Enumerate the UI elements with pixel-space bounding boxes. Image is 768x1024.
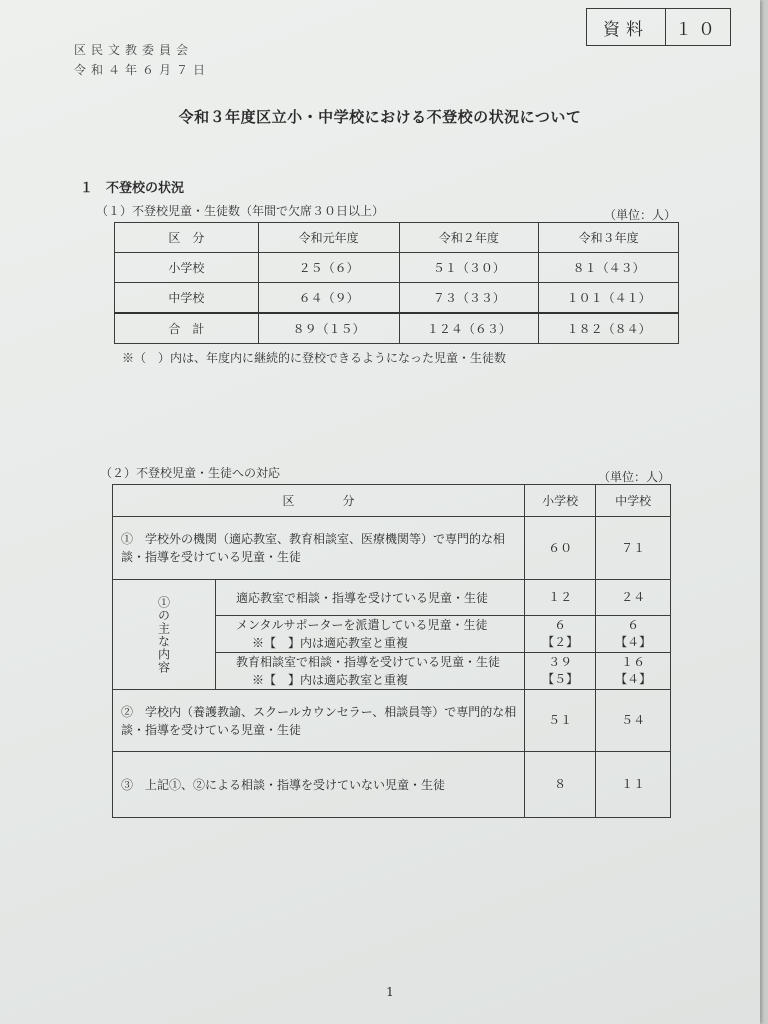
- row3-junior: １１: [596, 752, 671, 818]
- detail-elementary-overlap: 【５】: [542, 672, 579, 686]
- reference-number: １０: [675, 19, 721, 40]
- detail-junior-cell: [596, 616, 671, 653]
- detail-elementary: ３９: [548, 655, 573, 669]
- row2-elementary: ５１: [525, 690, 596, 752]
- table-row: [115, 253, 679, 283]
- row-label: 中学校: [115, 283, 259, 314]
- table-row: [115, 283, 679, 314]
- detail-note: ※【 】内は適応教室と重複: [252, 673, 409, 687]
- row-label: 合 計: [115, 313, 259, 344]
- detail-junior-cell: [596, 653, 671, 690]
- header-r2: 令和２年度: [399, 223, 539, 253]
- detail-junior-overlap: 【４】: [615, 672, 652, 686]
- detail-junior-overlap: 【４】: [615, 635, 652, 649]
- detail-text: 適応教室で相談・指導を受けている児童・生徒: [216, 580, 525, 616]
- header-r1: 令和元年度: [258, 223, 399, 253]
- row1-junior: ７１: [596, 517, 671, 580]
- table-row-total: [115, 313, 679, 344]
- row3-elementary: ８: [525, 752, 596, 818]
- absence-count-table: [114, 222, 679, 344]
- header-junior: 中学校: [596, 485, 671, 517]
- document-title: 令和３年度区立小・中学校における不登校の状況について: [178, 108, 582, 126]
- detail-junior: １６: [621, 655, 646, 669]
- sub2-title: （２）不登校児童・生徒への対応: [100, 466, 281, 480]
- row1-text: ① 学校外の機関（適応教室、教育相談室、医療機関等）で専門的な相談・指導を受けている児童・生徒: [113, 517, 525, 580]
- detail-elementary-cell: [525, 616, 596, 653]
- reference-box: [586, 8, 731, 46]
- table-row: [113, 690, 671, 752]
- detail-elementary: ６: [554, 618, 567, 632]
- cell-value: ７３（３３）: [399, 283, 539, 314]
- header-r3: 令和３年度: [539, 223, 679, 253]
- header-category: 区 分: [115, 223, 259, 253]
- row3-text: ③ 上記①、②による相談・指導を受けていない児童・生徒: [113, 752, 525, 818]
- table-header-row: [113, 485, 671, 517]
- sub2-unit: （単位：人）: [598, 470, 671, 484]
- table-row: [113, 580, 671, 616]
- detail-text: 教育相談室で相談・指導を受けている児童・生徒: [236, 655, 501, 669]
- main-content-label-cell: [113, 580, 216, 690]
- table-row: [113, 752, 671, 818]
- cell-value: ８１（４３）: [539, 253, 679, 283]
- detail-elementary-cell: [525, 653, 596, 690]
- main-content-label: ①の主な内容: [156, 595, 171, 674]
- detail-cell: [216, 616, 525, 653]
- header-category: 区 分: [113, 485, 525, 517]
- table-row: [113, 517, 671, 580]
- row2-text: ② 学校内（養護教諭、スクールカウンセラー、相談員等）で専門的な相談・指導を受けている児童・生徒: [113, 690, 525, 752]
- cell-value: ２５（６）: [258, 253, 399, 283]
- detail-elementary: １２: [525, 580, 596, 616]
- support-table: [112, 484, 671, 818]
- cell-value: ８９（１５）: [258, 313, 399, 344]
- table-header-row: [115, 223, 679, 253]
- cell-value: ５１（３０）: [399, 253, 539, 283]
- cell-value: １８２（８４）: [539, 313, 679, 344]
- detail-junior: ６: [627, 618, 640, 632]
- section1-heading: １ 不登校の状況: [80, 181, 185, 196]
- sub1-note: ※（ ）内は、年度内に継続的に登校できるようになった児童・生徒数: [122, 351, 507, 365]
- row2-junior: ５４: [596, 690, 671, 752]
- detail-junior: ２４: [596, 580, 671, 616]
- reference-label: 資料: [587, 9, 666, 45]
- detail-cell: [216, 653, 525, 690]
- detail-note: ※【 】内は適応教室と重複: [252, 636, 409, 650]
- page-number: 1: [386, 985, 394, 999]
- detail-elementary-overlap: 【２】: [542, 635, 579, 649]
- row1-elementary: ６０: [525, 517, 596, 580]
- cell-value: １０１（４１）: [539, 283, 679, 314]
- row-label: 小学校: [115, 253, 259, 283]
- document-date: 令和４年６月７日: [74, 63, 211, 77]
- sub1-unit: （単位：人）: [604, 208, 677, 222]
- cell-value: ６４（９）: [258, 283, 399, 314]
- header-elementary: 小学校: [525, 485, 596, 517]
- committee-name: 区民文教委員会: [74, 43, 194, 57]
- detail-text: メンタルサポーターを派遣している児童・生徒: [236, 618, 488, 632]
- cell-value: １２４（６３）: [399, 313, 539, 344]
- sub1-title: （１）不登校児童・生徒数（年間で欠席３０日以上）: [96, 204, 385, 218]
